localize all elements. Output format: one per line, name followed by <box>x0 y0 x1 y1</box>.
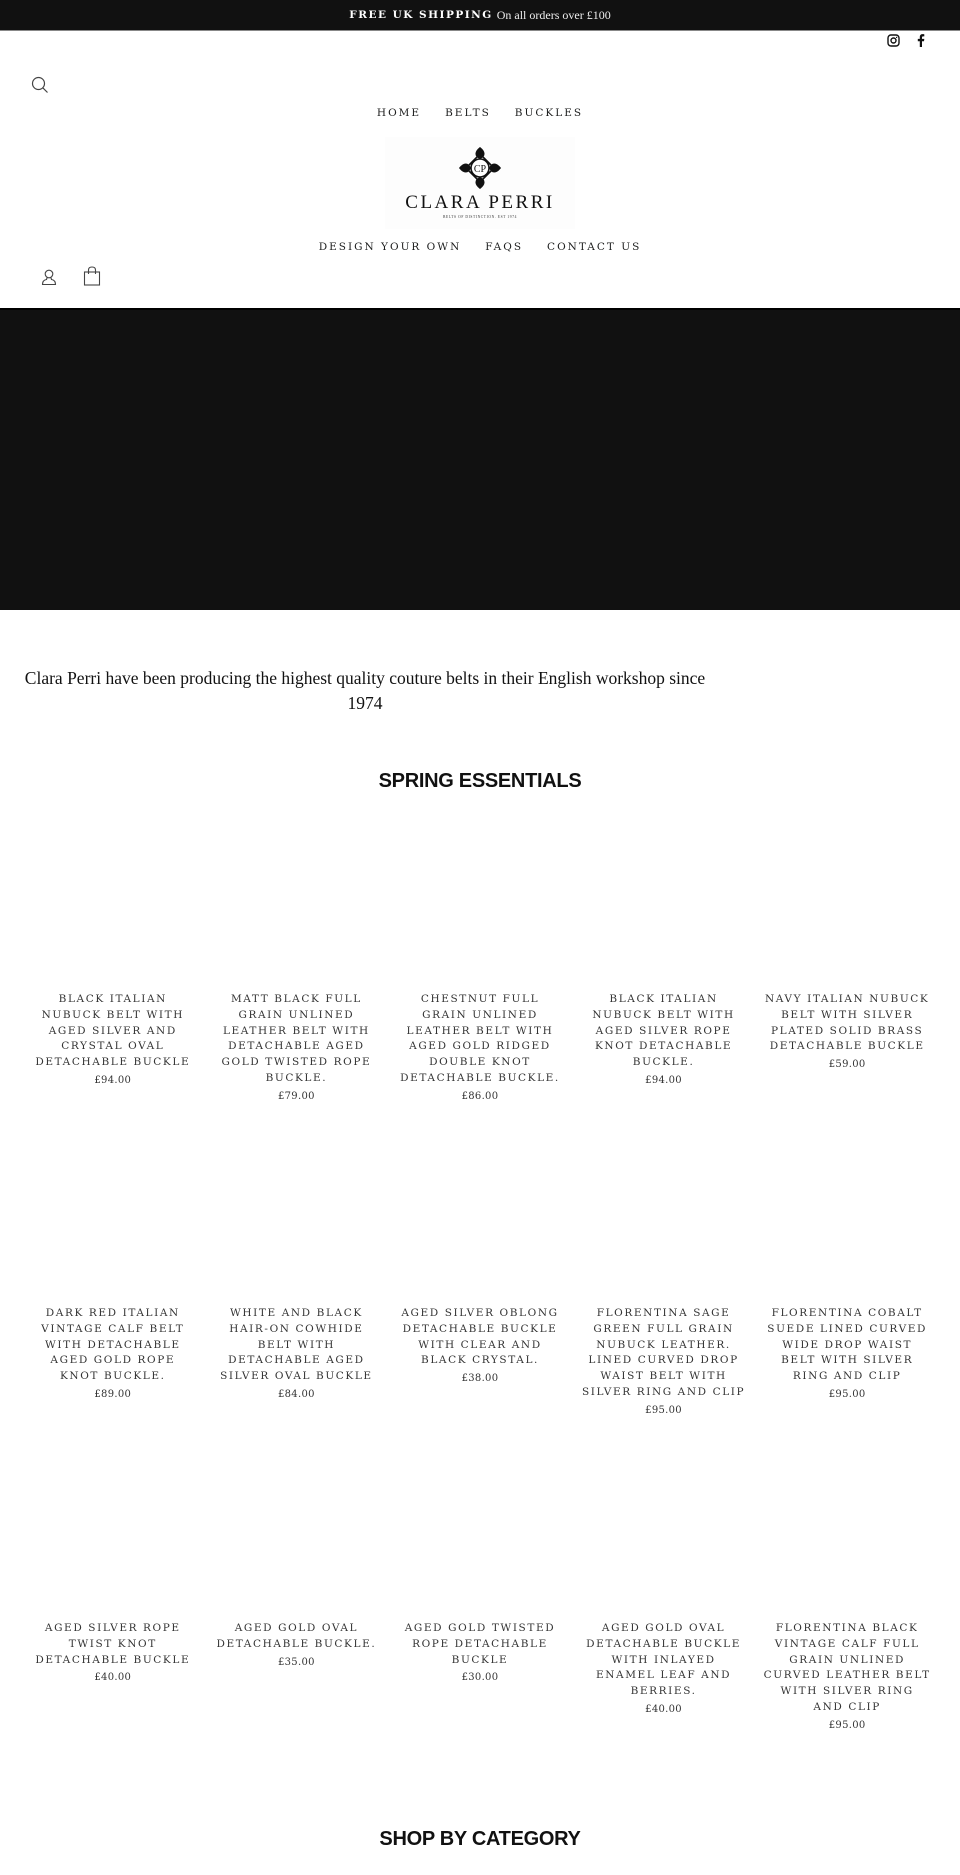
product-title[interactable]: BLACK ITALIAN NUBUCK BELT WITH AGED SILVER AND CRYSTAL OVAL DETACHABLE BUCKLE <box>35 993 191 1069</box>
announcement-text: On all orders over £100 <box>496 7 611 22</box>
product-title[interactable]: FLORENTINA BLACK VINTAGE CALF FULL GRAIN UNLINED CURVED LEATHER BELT WITH SILVER RING AND CLIP <box>763 1622 931 1713</box>
product-price: £94.00 <box>645 1074 682 1086</box>
product-image[interactable] <box>400 842 560 992</box>
product-image[interactable] <box>767 842 927 992</box>
shopping-bag-icon <box>83 266 101 286</box>
product-card[interactable] <box>572 1471 756 1731</box>
product-image[interactable] <box>33 842 193 992</box>
main-nav-bottom <box>0 241 960 253</box>
product-price: £40.00 <box>645 1703 682 1715</box>
product-image[interactable] <box>400 1156 560 1306</box>
product-title[interactable]: AGED SILVER ROPE TWIST KNOT DETACHABLE BUCKLE <box>35 1622 191 1666</box>
product-title[interactable]: NAVY ITALIAN NUBUCK BELT WITH SILVER PLATED SOLID BRASS DETACHABLE BUCKLE <box>764 993 930 1053</box>
product-price: £89.00 <box>94 1388 132 1400</box>
nav-buckles[interactable]: BUCKLES <box>514 107 584 119</box>
product-image[interactable] <box>33 1471 193 1621</box>
cart-button[interactable] <box>83 266 101 286</box>
search-button[interactable] <box>31 76 51 96</box>
search-icon <box>31 76 49 94</box>
product-card[interactable] <box>205 842 389 1102</box>
product-image[interactable] <box>216 1471 376 1621</box>
product-price: £38.00 <box>461 1373 499 1385</box>
product-card[interactable] <box>21 1156 205 1416</box>
nav-faqs[interactable]: FAQS <box>485 241 524 253</box>
product-card[interactable] <box>572 1156 756 1416</box>
main-nav-top <box>0 107 960 119</box>
product-price: £95.00 <box>828 1388 866 1400</box>
product-row <box>21 842 939 1102</box>
product-image[interactable] <box>216 1156 376 1306</box>
product-card[interactable] <box>572 842 756 1102</box>
hero-banner <box>0 308 960 610</box>
product-card[interactable] <box>755 1156 939 1416</box>
product-title[interactable]: DARK RED ITALIAN VINTAGE CALF BELT WITH DETACHABLE AGED GOLD ROPE KNOT BUCKLE. <box>41 1307 185 1383</box>
product-card[interactable] <box>21 842 205 1102</box>
product-title[interactable]: AGED GOLD OVAL DETACHABLE BUCKLE WITH INLAYED ENAMEL LEAF AND BERRIES. <box>586 1622 741 1698</box>
product-card[interactable] <box>205 1471 389 1731</box>
product-price: £84.00 <box>277 1388 315 1400</box>
product-card[interactable] <box>755 1471 939 1731</box>
product-price: £35.00 <box>277 1656 315 1668</box>
product-row <box>21 1471 939 1731</box>
product-title[interactable]: FLORENTINA SAGE GREEN FULL GRAIN NUBUCK LEATHER. LINED CURVED DROP WAIST BELT WITH SILVER RING AND CLIP <box>581 1307 746 1398</box>
product-image[interactable] <box>584 1471 744 1621</box>
monogram-logo-icon <box>458 146 502 190</box>
product-row <box>21 1156 939 1416</box>
facebook-icon[interactable] <box>914 33 928 47</box>
site-logo[interactable] <box>385 137 575 229</box>
product-price: £95.00 <box>828 1719 866 1731</box>
product-image[interactable] <box>400 1471 560 1621</box>
nav-design-your-own[interactable]: DESIGN YOUR OWN <box>318 241 462 253</box>
product-price: £95.00 <box>645 1404 682 1416</box>
nav-belts[interactable]: BELTS <box>445 107 491 119</box>
product-price: £94.00 <box>94 1074 132 1086</box>
product-title[interactable]: FLORENTINA COBALT SUEDE LINED CURVED WIDE DROP WAIST BELT WITH SILVER RING AND CLIP <box>767 1307 928 1383</box>
product-price: £40.00 <box>94 1672 132 1684</box>
product-title[interactable]: AGED GOLD TWISTED ROPE DETACHABLE BUCKLE <box>404 1622 556 1666</box>
product-price: £86.00 <box>461 1090 499 1102</box>
section-title-shop-by-category: SHOP BY CATEGORY <box>379 1828 581 1850</box>
logo-name: CLARA PERRI <box>405 192 555 213</box>
product-image[interactable] <box>216 842 376 992</box>
nav-home[interactable]: HOME <box>376 107 422 119</box>
product-card[interactable] <box>388 1156 572 1416</box>
product-image[interactable] <box>767 1471 927 1621</box>
product-image[interactable] <box>584 842 744 992</box>
nav-contact-us[interactable]: CONTACT US <box>547 241 642 253</box>
product-card[interactable] <box>205 1156 389 1416</box>
product-price: £30.00 <box>461 1672 499 1684</box>
product-card[interactable] <box>21 1471 205 1731</box>
product-image[interactable] <box>767 1156 927 1306</box>
announcement-bar <box>0 0 960 31</box>
announcement-strong: FREE UK SHIPPING <box>349 9 493 21</box>
user-icon <box>40 268 58 286</box>
product-card[interactable] <box>755 842 939 1102</box>
product-card[interactable] <box>388 1471 572 1731</box>
instagram-icon[interactable] <box>886 33 900 47</box>
account-button[interactable] <box>40 268 58 286</box>
product-title[interactable]: AGED SILVER OBLONG DETACHABLE BUCKLE WITH CLEAR AND BLACK CRYSTAL. <box>401 1307 559 1367</box>
product-image[interactable] <box>33 1156 193 1306</box>
social-links <box>886 33 928 47</box>
product-title[interactable]: WHITE AND BLACK HAIR-ON COWHIDE BELT WITH DETACHABLE AGED SILVER OVAL BUCKLE <box>220 1307 373 1383</box>
section-title-spring-essentials: SPRING ESSENTIALS <box>378 770 582 792</box>
logo-tagline: BELTS OF DISTINCTION. EST 1974 <box>442 215 517 219</box>
product-card[interactable] <box>388 842 572 1102</box>
intro-text: Clara Perri have been producing the highest quality couture belts in their English workshop since 1974 <box>24 668 706 713</box>
svg-text:CP: CP <box>473 164 487 175</box>
product-title[interactable]: BLACK ITALIAN NUBUCK BELT WITH AGED SILVER ROPE KNOT DETACHABLE BUCKLE. <box>592 993 735 1069</box>
product-price: £79.00 <box>277 1090 315 1102</box>
product-price: £59.00 <box>828 1059 866 1071</box>
product-title[interactable]: CHESTNUT FULL GRAIN UNLINED LEATHER BELT WITH AGED GOLD RIDGED DOUBLE KNOT DETACHABLE BUCKLE. <box>400 993 560 1084</box>
product-title[interactable]: MATT BLACK FULL GRAIN UNLINED LEATHER BELT WITH DETACHABLE AGED GOLD TWISTED ROPE BUCKLE. <box>221 993 372 1084</box>
product-image[interactable] <box>584 1156 744 1306</box>
product-title[interactable]: AGED GOLD OVAL DETACHABLE BUCKLE. <box>216 1622 377 1650</box>
